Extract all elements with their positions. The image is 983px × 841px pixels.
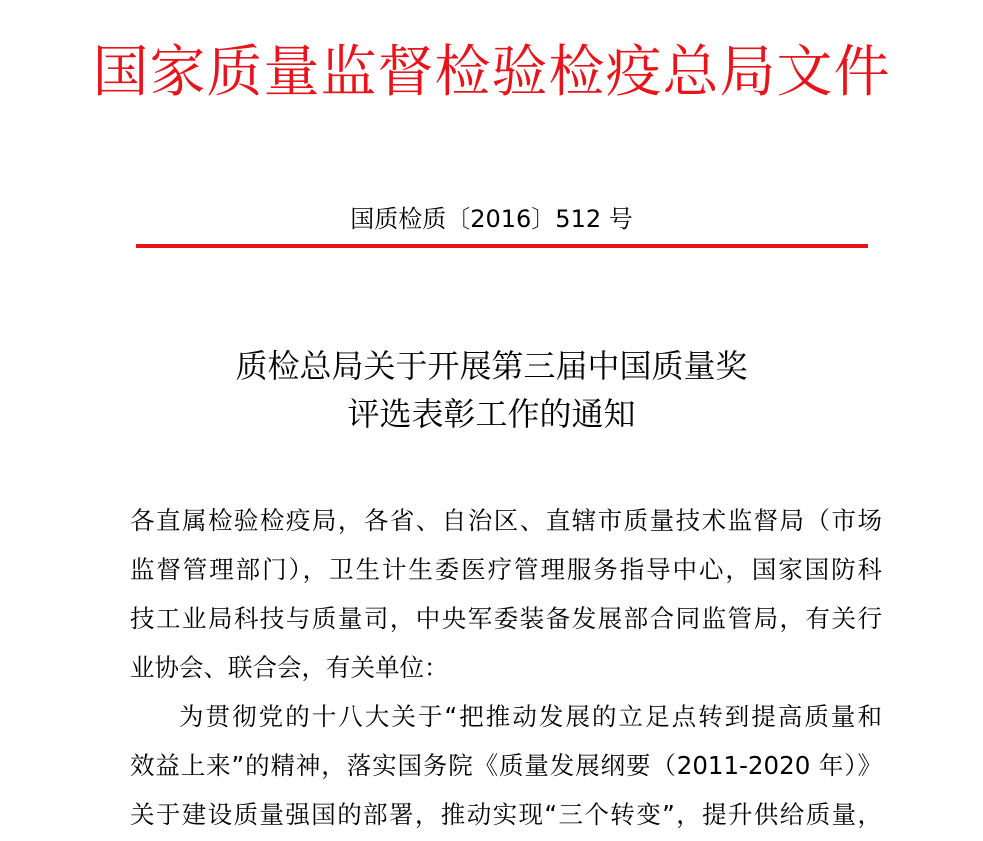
- addressee-line: 监督管理部门），卫生计生委医疗管理服务指导中心，国家国防科: [130, 555, 882, 584]
- document-header: 国家质量监督检验检疫总局文件: [92, 40, 891, 105]
- paragraph-line: 为贯彻党的十八大关于“把推动发展的立足点转到提高质量和: [179, 702, 882, 731]
- document-body: [130, 496, 882, 839]
- red-divider-line: [136, 244, 868, 248]
- notice-title: [0, 342, 983, 438]
- document-number: 国质检质〔2016〕512 号: [350, 205, 633, 233]
- addressee-line: 技工业局科技与质量司，中央军委装备发展部合同监管局，有关行: [130, 604, 882, 633]
- notice-title-line-2: 评选表彰工作的通知: [347, 395, 636, 433]
- addressee-line: 业协会、联合会，有关单位：: [130, 653, 449, 682]
- notice-title-line-1: 质检总局关于开展第三届中国质量奖: [235, 347, 748, 385]
- paragraph-line: 关于建设质量强国的部署，推动实现“三个转变”，提升供给质量，: [130, 800, 882, 829]
- paragraph-line: 效益上来”的精神，落实国务院《质量发展纲要（2011-2020 年）》: [130, 751, 882, 780]
- addressee-line: 各直属检验检疫局，各省、自治区、直辖市质量技术监督局（市场: [130, 506, 882, 535]
